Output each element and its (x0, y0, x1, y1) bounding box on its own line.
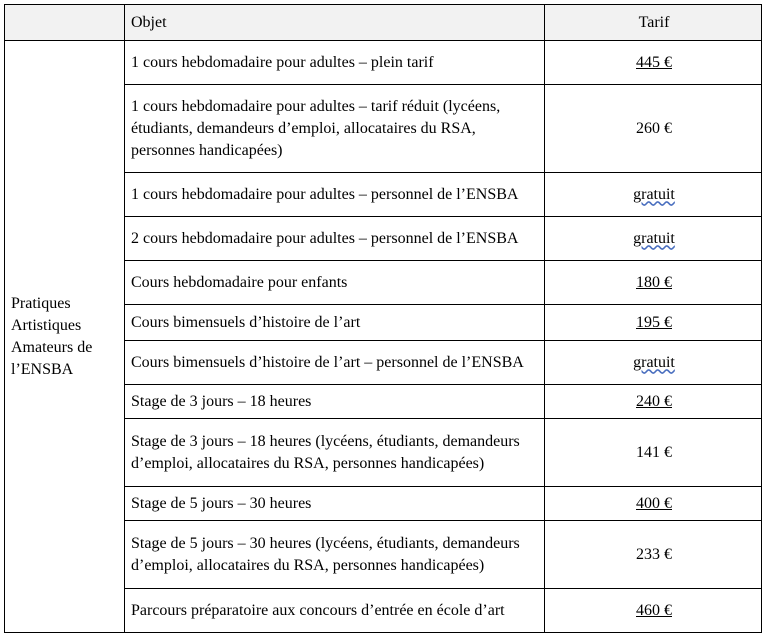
row-objet: Parcours préparatoire aux concours d’entrée en école d’art (125, 589, 545, 633)
row-objet: 1 cours hebdomadaire pour adultes – tarif réduit (lycéens, étudiants, demandeurs d’emploi, allocataires du RSA, personnes handicapées) (125, 85, 545, 173)
row-objet: Stage de 3 jours – 18 heures (125, 385, 545, 419)
tarifs-table (4, 4, 762, 633)
header-objet: Objet (125, 5, 545, 41)
row-objet: 1 cours hebdomadaire pour adultes – personnel de l’ENSBA (125, 173, 545, 217)
header-tarif: Tarif (545, 5, 762, 41)
category-cell: Pratiques Artistiques Amateurs de l’ENSBA (5, 41, 125, 633)
table-header-row (5, 5, 762, 41)
row-objet: Stage de 5 jours – 30 heures (lycéens, étudiants, demandeurs d’emploi, allocataires du RSA, personnes handicapées) (125, 521, 545, 589)
table-row (5, 41, 762, 85)
row-tarif: 141 € (545, 419, 762, 487)
row-tarif: gratuit (545, 217, 762, 261)
row-tarif: 240 € (545, 385, 762, 419)
row-tarif: 180 € (545, 261, 762, 305)
header-empty-cell (5, 5, 125, 41)
row-tarif: 400 € (545, 487, 762, 521)
row-objet: Cours bimensuels d’histoire de l’art – personnel de l’ENSBA (125, 341, 545, 385)
row-tarif: gratuit (545, 173, 762, 217)
row-tarif: 195 € (545, 305, 762, 341)
row-tarif: 233 € (545, 521, 762, 589)
row-tarif: 445 € (545, 41, 762, 85)
row-objet: Cours bimensuels d’histoire de l’art (125, 305, 545, 341)
row-objet: 2 cours hebdomadaire pour adultes – personnel de l’ENSBA (125, 217, 545, 261)
row-tarif: 460 € (545, 589, 762, 633)
row-objet: 1 cours hebdomadaire pour adultes – plein tarif (125, 41, 545, 85)
row-objet: Cours hebdomadaire pour enfants (125, 261, 545, 305)
row-tarif: 260 € (545, 85, 762, 173)
row-tarif: gratuit (545, 341, 762, 385)
row-objet: Stage de 5 jours – 30 heures (125, 487, 545, 521)
row-objet: Stage de 3 jours – 18 heures (lycéens, étudiants, demandeurs d’emploi, allocataires du RSA, personnes handicapées) (125, 419, 545, 487)
